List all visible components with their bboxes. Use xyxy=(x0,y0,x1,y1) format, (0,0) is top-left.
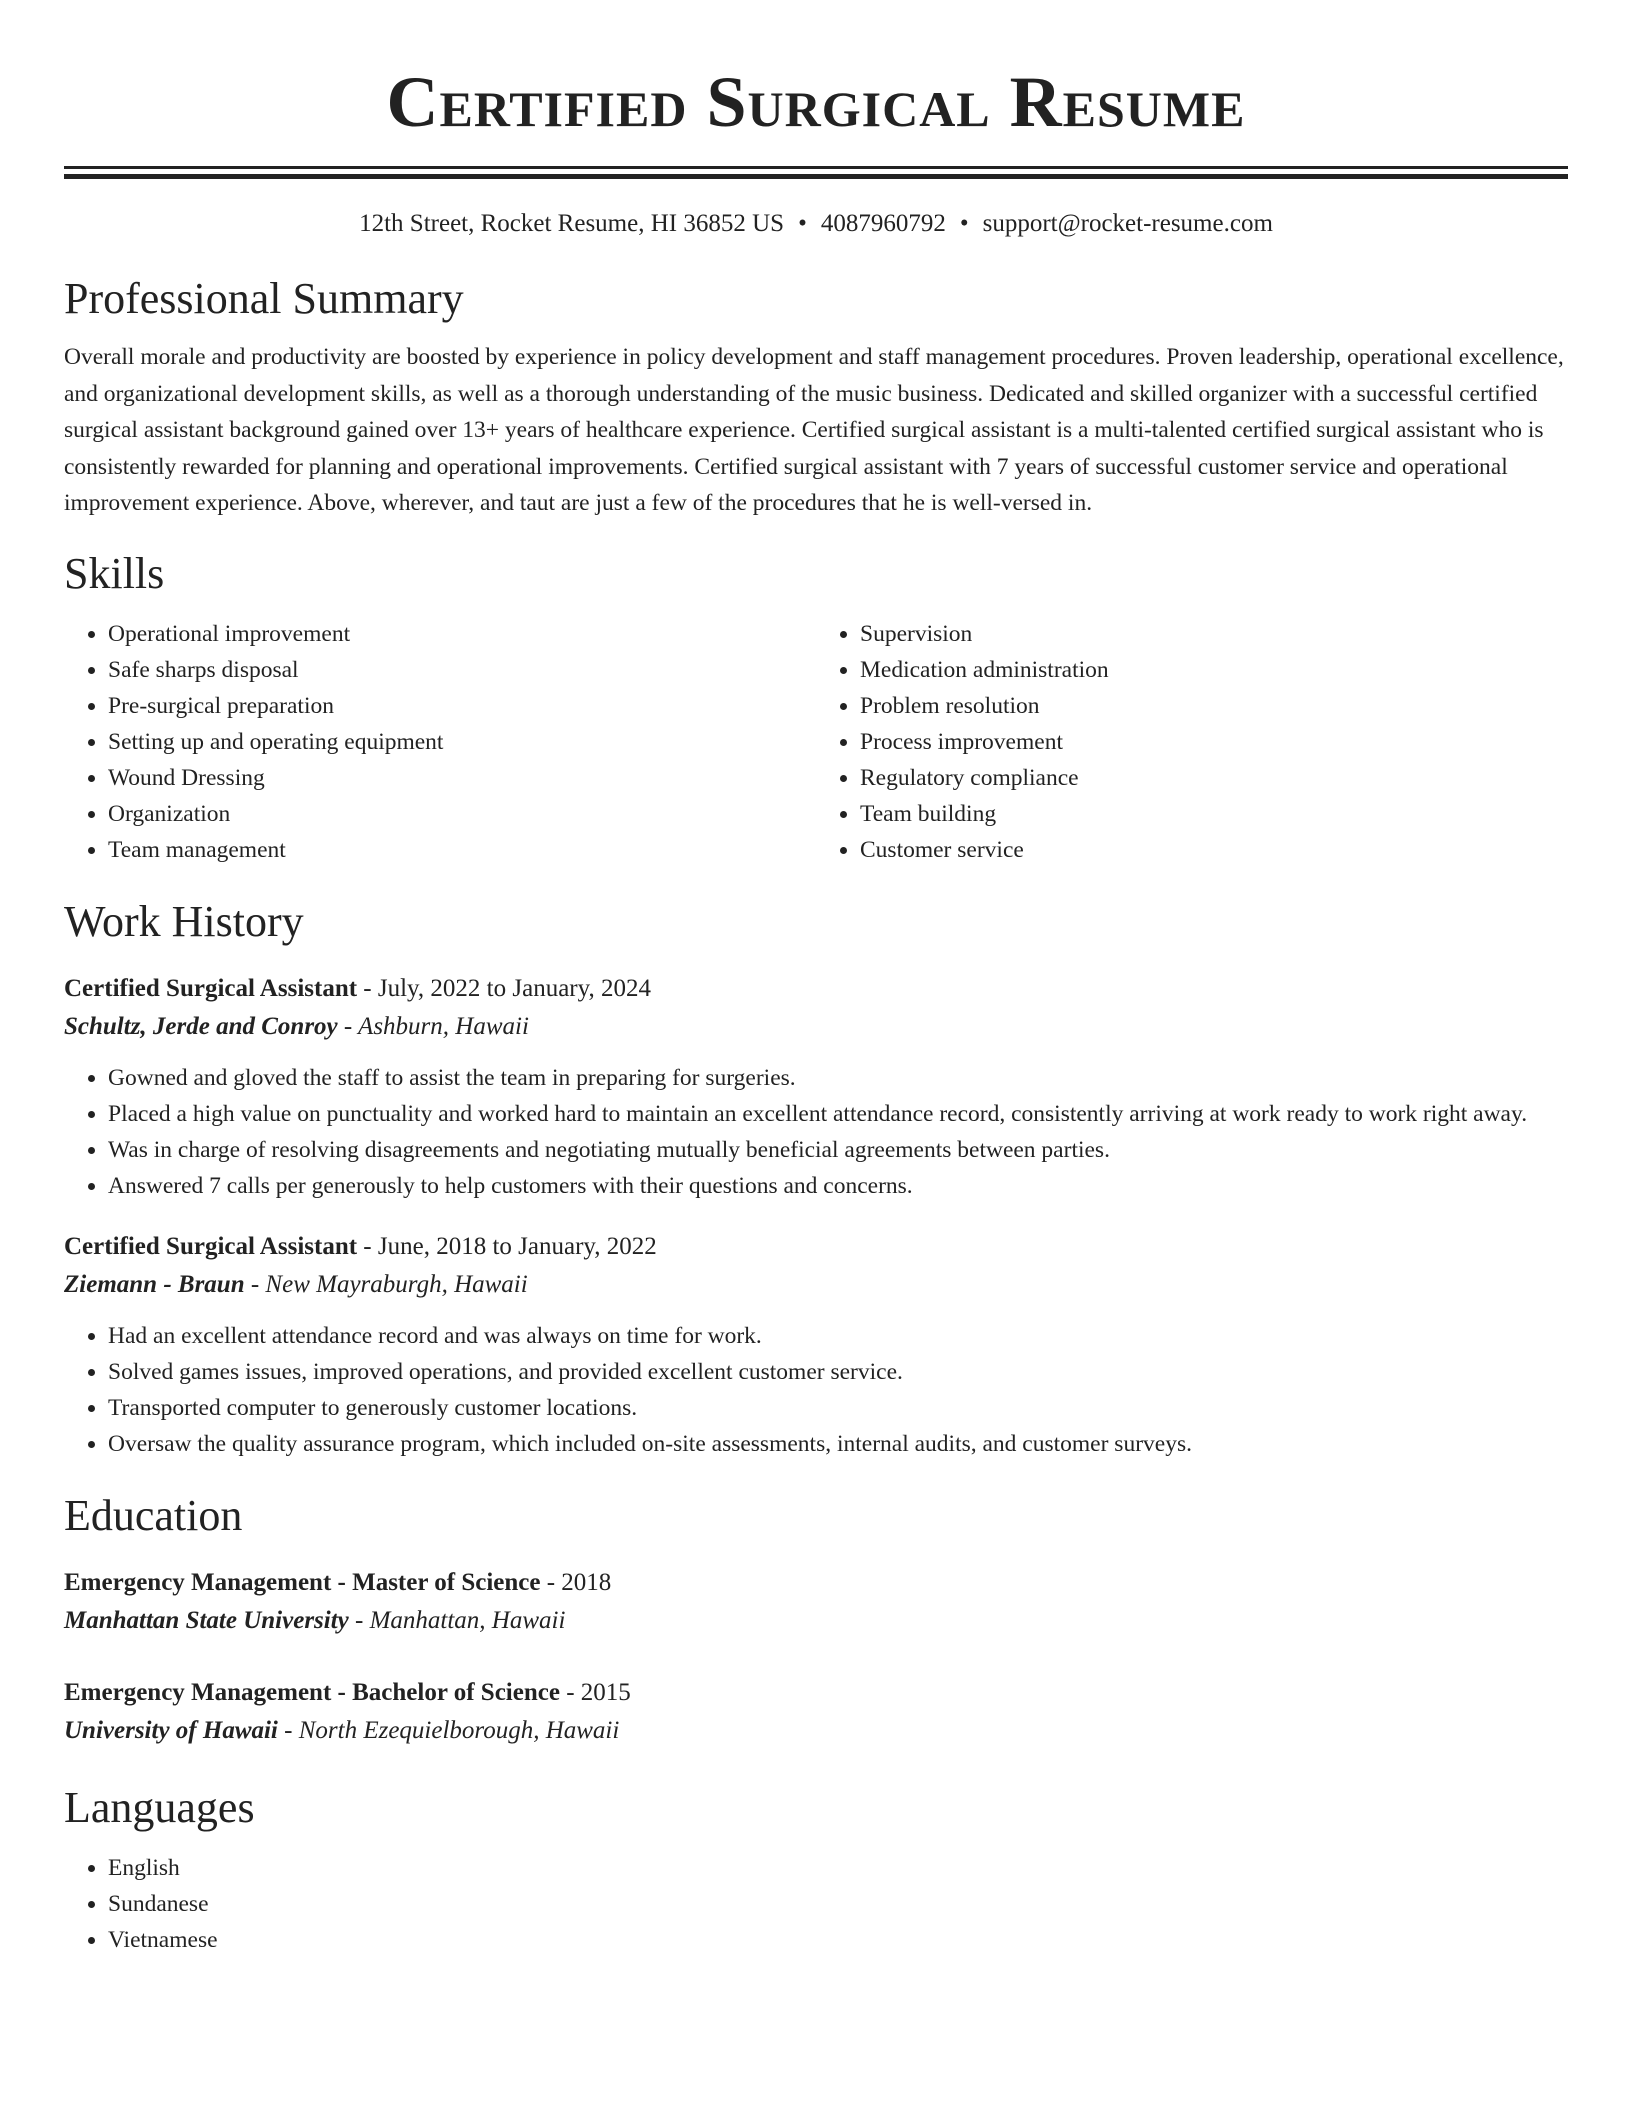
job-company-line xyxy=(64,1266,1568,1304)
contact-line xyxy=(64,207,1568,241)
summary-text: Overall morale and productivity are boosted by experience in policy development and staff management procedures. Proven leadership, operational excellence, and organizational development skills, as well as a thorough understanding of the music business. Dedicated and skilled organizer with a successful certified surgical assistant background gained over 13+ years of healthcare experience. Certified surgical assistant is a multi-talented certified surgical assistant who is consistently rewarded for planning and operational improvements. Certified surgical assistant with 7 years of successful customer service and operational improvement experience. Above, wherever, and taut are just a few of the procedures that he is well-versed in. xyxy=(64,344,1564,516)
skill-item: • Customer service xyxy=(860,832,1568,868)
degree: Emergency Management - Bachelor of Science xyxy=(64,1678,560,1706)
work-history-heading: Work History xyxy=(64,896,304,946)
skill-item: • Problem resolution xyxy=(860,688,1568,724)
languages-section xyxy=(64,1850,1568,1958)
degree-line xyxy=(64,1674,1568,1712)
skill-item: • Pre-surgical preparation xyxy=(108,688,816,724)
degree: Emergency Management - Master of Science xyxy=(64,1568,541,1596)
skill-item: • Organization xyxy=(108,796,816,832)
skill-item: • Medication administration xyxy=(860,652,1568,688)
job-company: Ziemann - Braun xyxy=(64,1270,245,1298)
job-company: Schultz, Jerde and Conroy xyxy=(64,1012,338,1040)
skills-list-right xyxy=(816,616,1568,868)
job-bullets xyxy=(64,1318,1568,1462)
education-entry xyxy=(64,1564,1568,1640)
job-company-line xyxy=(64,1008,1568,1046)
skills-heading: Skills xyxy=(64,548,165,598)
language-item: • Vietnamese xyxy=(108,1922,1568,1958)
skill-item: • Team management xyxy=(108,832,816,868)
school-line xyxy=(64,1712,1568,1750)
job-bullet: • Oversaw the quality assurance program, which included on-site assessments, internal audits, and customer surveys. xyxy=(108,1426,1568,1462)
skill-item: • Team building xyxy=(860,796,1568,832)
job-bullets xyxy=(64,1060,1568,1204)
job-location: - Ashburn, Hawaii xyxy=(337,1012,529,1040)
degree-year: - 2018 xyxy=(540,1568,612,1596)
resume-title: Certified Surgical Resume xyxy=(386,62,1246,142)
skill-item: • Operational improvement xyxy=(108,616,816,652)
job-bullet: • Gowned and gloved the staff to assist the team in preparing for surgeries. xyxy=(108,1060,1568,1096)
job-bullet: • Was in charge of resolving disagreements and negotiating mutually beneficial agreements between parties. xyxy=(108,1132,1568,1168)
school: University of Hawaii xyxy=(64,1716,278,1744)
job-title: Certified Surgical Assistant xyxy=(64,974,358,1002)
skill-item: • Safe sharps disposal xyxy=(108,652,816,688)
job-bullet: • Answered 7 calls per generously to help customers with their questions and concerns. xyxy=(108,1168,1568,1204)
school-location: - Manhattan, Hawaii xyxy=(348,1606,566,1634)
job-bullet: • Had an excellent attendance record and was always on time for work. xyxy=(108,1318,1568,1354)
title-divider xyxy=(64,166,1568,169)
title-divider-thick xyxy=(64,174,1568,179)
skills-list-left xyxy=(64,616,816,868)
contact-separator: • xyxy=(959,210,969,237)
job-title: Certified Surgical Assistant xyxy=(64,1232,358,1260)
job-entry xyxy=(64,970,1568,1204)
job-dates: - June, 2018 to January, 2022 xyxy=(357,1232,657,1260)
school-location: - North Ezequielborough, Hawaii xyxy=(277,1716,620,1744)
degree-year: - 2015 xyxy=(559,1678,631,1706)
school-line xyxy=(64,1602,1568,1640)
language-item: • English xyxy=(108,1850,1568,1886)
job-dates: - July, 2022 to January, 2024 xyxy=(357,974,651,1002)
education-entry xyxy=(64,1674,1568,1750)
summary-heading: Professional Summary xyxy=(64,274,464,323)
contact-address: 12th Street, Rocket Resume, HI 36852 US xyxy=(359,210,785,237)
job-bullet: • Transported computer to generously customer locations. xyxy=(108,1390,1568,1426)
job-location: - New Mayraburgh, Hawaii xyxy=(244,1270,528,1298)
languages-heading: Languages xyxy=(64,1782,255,1832)
languages-list xyxy=(64,1850,1568,1958)
language-item: • Sundanese xyxy=(108,1886,1568,1922)
school: Manhattan State University xyxy=(64,1606,349,1634)
job-title-line xyxy=(64,970,1568,1008)
skill-item: • Wound Dressing xyxy=(108,760,816,796)
contact-phone: 4087960792 xyxy=(820,210,946,237)
job-bullet: • Solved games issues, improved operations, and provided excellent customer service. xyxy=(108,1354,1568,1390)
job-bullet: • Placed a high value on punctuality and worked hard to maintain an excellent attendance record, consistently arriving at work ready to work right away. xyxy=(108,1096,1568,1132)
job-title-line xyxy=(64,1228,1568,1266)
skill-item: • Regulatory compliance xyxy=(860,760,1568,796)
education-heading: Education xyxy=(64,1490,243,1540)
degree-line xyxy=(64,1564,1568,1602)
skill-item: • Process improvement xyxy=(860,724,1568,760)
skills-columns xyxy=(64,616,1568,868)
job-entry xyxy=(64,1228,1568,1462)
skill-item: • Setting up and operating equipment xyxy=(108,724,816,760)
contact-email[interactable]: support@rocket-resume.com xyxy=(982,210,1273,237)
contact-separator: • xyxy=(798,210,807,237)
skill-item: • Supervision xyxy=(860,616,1568,652)
